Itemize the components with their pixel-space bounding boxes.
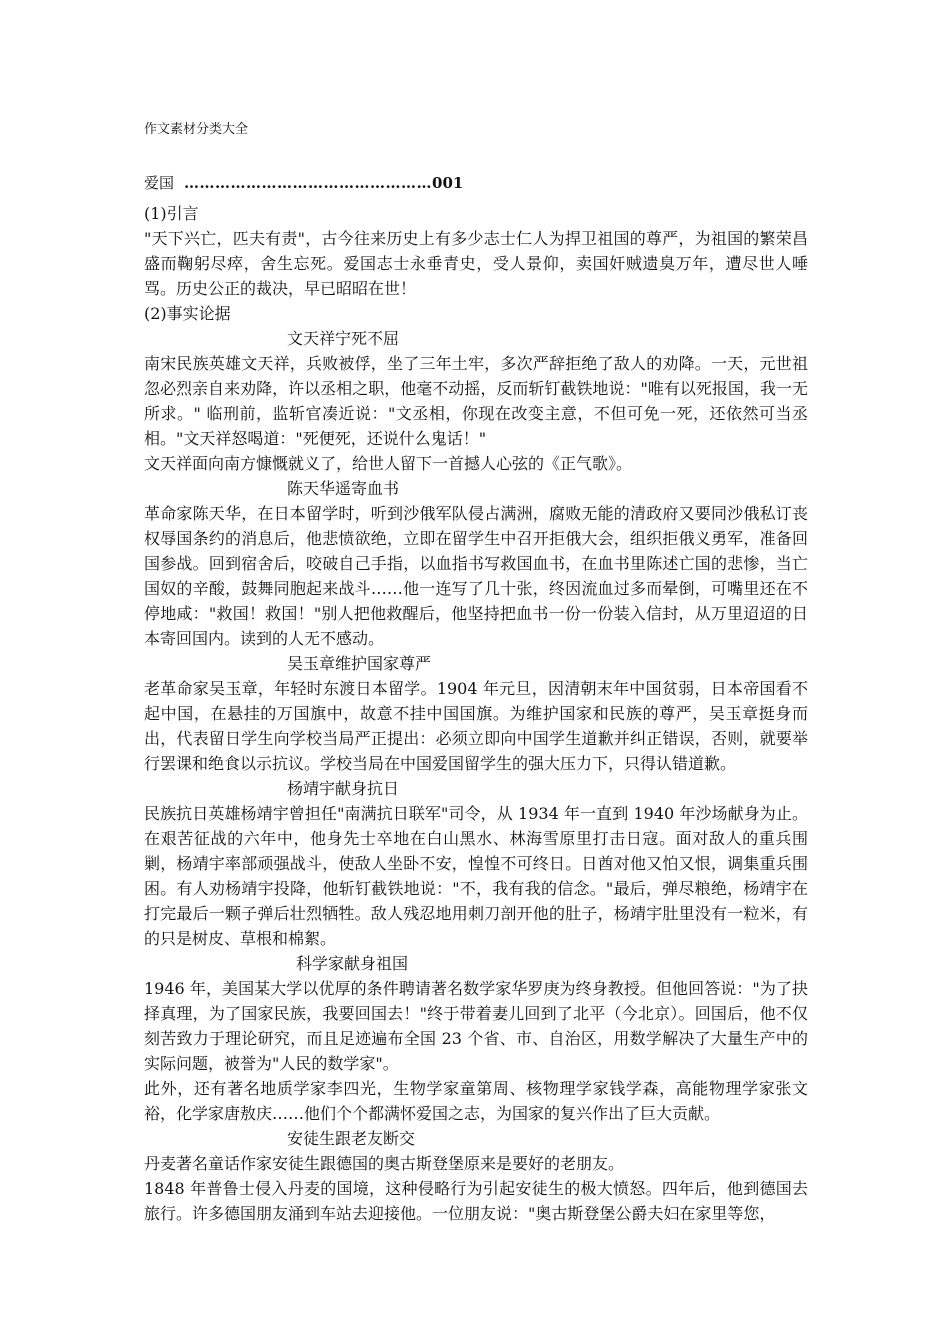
story-title: 杨靖宇献身抗日 [287,779,400,798]
story-title: 文天祥宁死不屈 [287,329,400,348]
section-heading-intro: (1)引言 [144,204,199,223]
story-paragraph: 1946 年，美国某大学以优厚的条件聘请著名数学家华罗庚为终身教授。但他回答说："为了抉择真理，为了国家民族，我要回国去！"终于带着妻儿回到了北平（今北京）。回国后，他不仅刻苦致力于理论研究，而且足迹遍布全国 23 个省、市、自治区，用数学解决了大量生产中的实际问题，被誉为"人民的数学家"。 [144,979,808,1073]
story-paragraph: 革命家陈天华，在日本留学时，听到沙俄军队侵占满洲，腐败无能的清政府又要同沙俄私订丧权辱国条约的消息后，他悲愤欲绝，立即在留学生中召开拒俄大会，组织拒俄义勇军，准备回国参战。回到宿舍后，咬破自己手指，以血指书写救国血书，在血书里陈述亡国的悲惨，当亡国奴的辛酸，鼓舞同胞起来战斗……他一连写了几十张，终因流血过多而晕倒，可嘴里还在不停地咸："救国！救国！"别人把他救醒后，他坚持把血书一份一份装入信封，从万里迢迢的日本寄回国内。读到的人无不感动。 [144,504,808,648]
toc-leader-dots: ………………………………………… [184,174,433,192]
story-paragraph: 文天祥面向南方慷慨就义了，给世人留下一首撼人心弦的《正气歌》。 [144,454,633,473]
toc-entry[interactable] [144,172,463,194]
story-title: 安徒生跟老友断交 [287,1129,416,1148]
toc-page-number: 001 [432,174,464,192]
document-body [144,201,808,1226]
toc-topic: 爱国 [144,174,175,192]
story-paragraph: 老革命家吴玉章，年轻时东渡日本留学。1904 年元旦，因清朝末年中国贫弱，日本帝国看不起中国，在悬挂的万国旗中，故意不挂中国国旗。为维护国家和民族的尊严，吴玉章挺身而出，代表留日学生向学校当局严正提出：必须立即向中国学生道歉并纠正错误，否则，就要举行罢课和绝食以示抗议。学校当局在中国爱国留学生的强大压力下，只得认错道歉。 [144,679,808,773]
section-heading-facts: (2)事实论据 [144,304,231,323]
story-title: 陈天华遥寄血书 [287,479,400,498]
story-title: 吴玉章维护国家尊严 [287,654,432,673]
story-paragraph: 此外，还有著名地质学家李四光，生物学家童第周、核物理学家钱学森，高能物理学家张文裕，化学家唐敖庆……他们个个都满怀爱国之志，为国家的复兴作出了巨大贡献。 [144,1079,808,1123]
document-title: 作文素材分类大全 [144,122,249,137]
story-paragraph: 民族抗日英雄杨靖宇曾担任"南满抗日联军"司令，从 1934 年一直到 1940 年沙场献身为止。在艰苦征战的六年中，他身先士卒地在白山黑水、林海雪原里打击日寇。面对敌人的重兵围剿，杨靖宇率部顽强战斗，使敌人坐卧不安，惶惶不可终日。日酋对他又怕又恨，调集重兵围困。有人劝杨靖宇投降，他斩钉截铁地说："不，我有我的信念。"最后，弹尽粮绝，杨靖宇在打完最后一颗子弹后壮烈牺牲。敌人残忍地用刺刀剖开他的肚子，杨靖宇肚里没有一粒米，有的只是树皮、草根和棉絮。 [144,804,808,948]
intro-paragraph: "天下兴亡，匹夫有责"，古今往来历史上有多少志士仁人为捍卫祖国的尊严，为祖国的繁荣昌盛而鞠躬尽瘁，舍生忘死。爱国志士永垂青史，受人景仰，卖国奸贼遗臭万年，遭尽世人唾骂。历史公正的裁决，早已昭昭在世！ [144,229,808,298]
story-title: 科学家献身祖国 [296,954,409,973]
story-paragraph: 南宋民族英雄文天祥，兵败被俘，坐了三年土牢，多次严辞拒绝了敌人的劝降。一天，元世祖忽必烈亲自来劝降，许以丞相之职，他毫不动摇，反而斩钉截铁地说："唯有以死报国，我一无所求。" 临刑前，监斩官凑近说："文丞相，你现在改变主意，不但可免一死，还依然可当丞相。"文天祥怒喝道："死便死，还说什么鬼话！" [144,354,808,448]
story-paragraph: 1848 年普鲁士侵入丹麦的国境，这种侵略行为引起安徒生的极大愤怒。四年后，他到德国去旅行。许多德国朋友涌到车站去迎接他。一位朋友说："奥古斯登堡公爵夫妇在家里等您， [144,1179,808,1223]
story-paragraph: 丹麦著名童话作家安徒生跟德国的奥古斯登堡原来是要好的老朋友。 [144,1154,625,1173]
